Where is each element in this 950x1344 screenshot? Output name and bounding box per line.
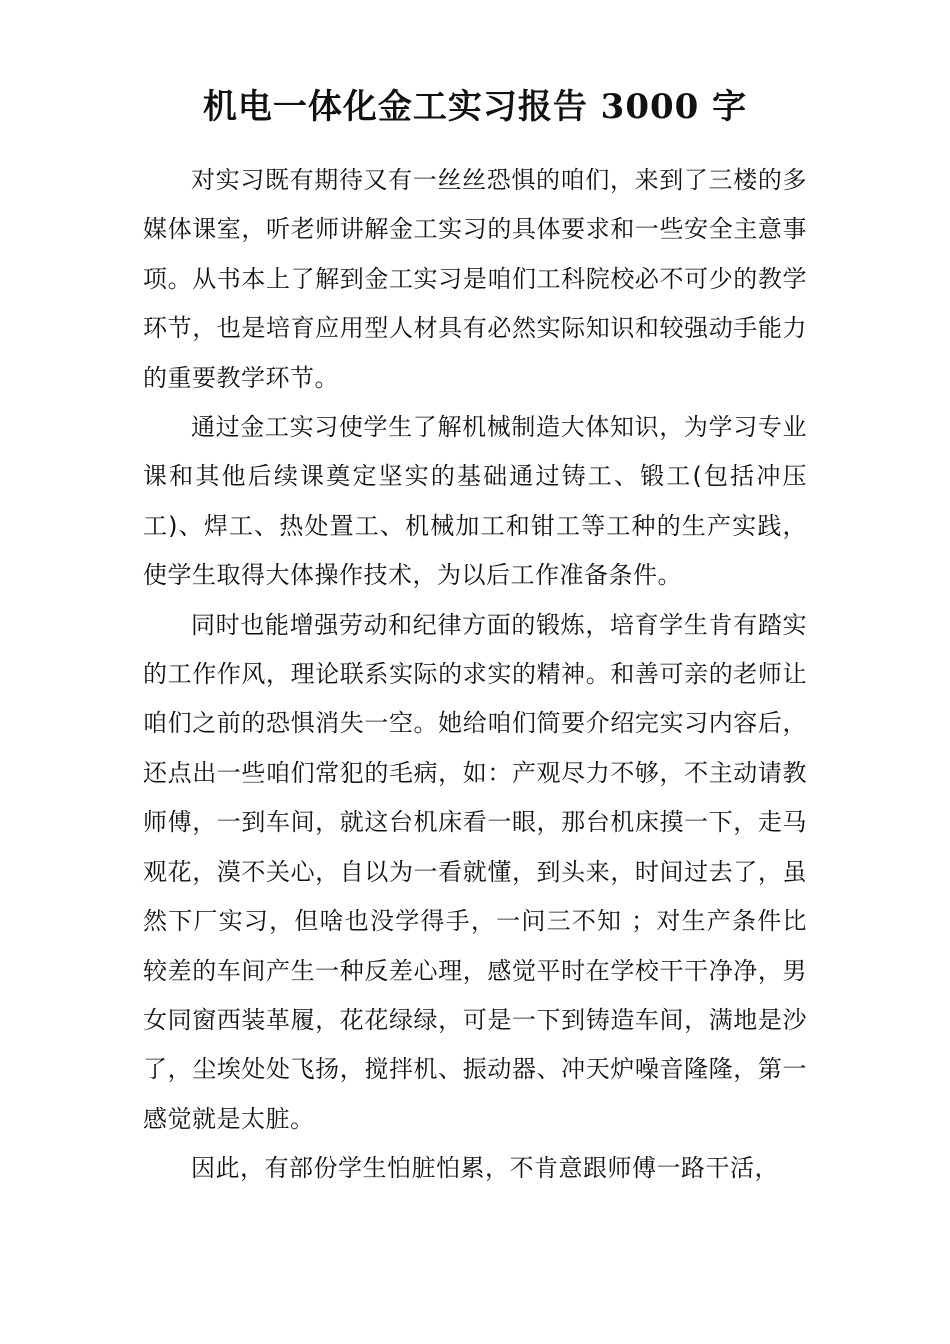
document-body	[143, 156, 807, 1194]
paragraph-1: 对实习既有期待又有一丝丝恐惧的咱们，来到了三楼的多媒体课室，听老师讲解金工实习的具体要求和一些安全主意事项。从书本上了解到金工实习是咱们工科院校必不可少的教学环节，也是培育应用型人材具有必然实际知识和较强动手能力的重要教学环节。	[143, 166, 807, 392]
paragraph-4: 因此，有部份学生怕脏怕累，不肯意跟师傅一路干活，	[191, 1154, 779, 1183]
paragraph-2: 通过金工实习使学生了解机械制造大体知识，为学习专业课和其他后续课奠定坚实的基础通过铸工、锻工(包括冲压工)、焊工、热处置工、机械加工和钳工等工种的生产实践，使学生取得大体操作技术，为以后工作准备条件。	[143, 413, 807, 590]
paragraph-3: 同时也能增强劳动和纪律方面的锻炼，培育学生肯有踏实的工作作风，理论联系实际的求实的精神。和善可亲的老师让咱们之前的恐惧消失一空。她给咱们简要介绍完实习内容后，还点出一些咱们常犯的毛病，如：产观尽力不够，不主动请教师傅，一到车间，就这台机床看一眼，那台机床摸一下，走马观花，漠不关心，自以为一看就懂，到头来，时间过去了，虽然下厂实习，但啥也没学得手，一问三不知 ；对生产条件比较差的车间产生一种反差心理，感觉平时在学校干干净净，男女同窗西装革履，花花绿绿，可是一下到铸造车间，满地是沙了，尘埃处处飞扬，搅拌机、振动器、冲天炉噪音隆隆，第一感觉就是太脏。	[143, 610, 807, 1133]
document-title: 机电一体化金工实习报告 3000 字	[202, 87, 748, 127]
